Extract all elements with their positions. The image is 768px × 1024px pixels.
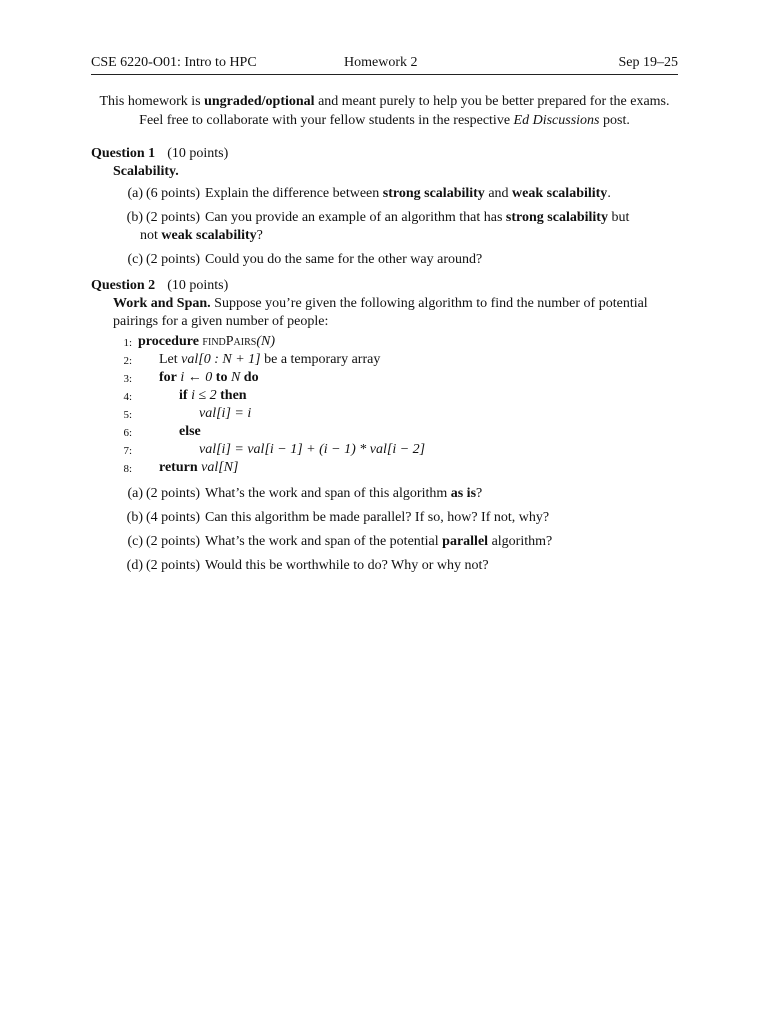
keyword: do [243,370,259,385]
algorithm-line [112,333,681,351]
item-term: parallel [442,534,489,549]
keyword: then [220,388,247,403]
item-text: ? [476,486,483,501]
question-item [118,509,681,527]
item-text: Can you provide an example of an algorithm that has [205,210,506,225]
math-expr: i ← 0 [176,370,216,385]
question-subtitle: Scalability. [113,164,179,179]
question-2 [91,277,681,581]
question-item [118,533,681,551]
item-points: (2 points) [146,558,201,573]
question-subtitle [113,295,681,331]
item-points: (2 points) [146,210,201,225]
math-expr: val[i] = i [199,406,252,421]
intro-text: This homework is [99,94,205,109]
intro-emphasis: ungraded/optional [204,94,315,109]
keyword: else [179,424,201,439]
line-number: 6: [123,427,132,439]
item-label: (a) [127,186,143,201]
item-label: (a) [127,486,143,501]
item-label: (c) [127,534,143,549]
algorithm-line [112,387,681,405]
question-item [118,251,681,269]
item-text: Can this algorithm be made parallel? If so, how? If not, why? [205,510,550,525]
question-1 [91,145,681,275]
algorithm-line [112,441,681,459]
intro-paragraph [91,92,678,130]
item-label: (d) [126,558,143,573]
question-label: Question 2 [91,278,156,293]
keyword: to [215,370,228,385]
algorithm-line [112,459,681,477]
question-label: Question 1 [91,146,156,161]
keyword: return [159,460,198,475]
line-number: 4: [123,391,132,403]
item-text: What’s the work and span of this algorithm [205,486,451,501]
line-number: 8: [123,463,132,475]
math-expr: val[0 : N + 1] [181,352,261,367]
intro-text: and meant purely to help you be better prepared for the exams. Feel free to collaborate with your fellow students in the respective [139,94,670,128]
course-name: CSE 6220-O01: Intro to HPC [91,55,257,70]
math-expr: val[i] = val[i − 1] + (i − 1) * val[i − 2] [199,442,426,457]
algorithm-line [112,423,681,441]
line-number: 7: [123,445,132,457]
math-expr: val[N] [197,460,239,475]
item-text: but [607,210,630,225]
item-term: weak scalability [161,228,257,243]
subtitle-text: Suppose you’re given the following algorithm to find the number of potential pairings for a given number of people: [113,296,648,329]
procedure-name: findPairs [202,334,257,349]
item-text: . [607,186,611,201]
item-label: (b) [126,210,143,225]
item-points: (6 points) [146,186,201,201]
keyword: for [159,370,177,385]
item-points: (2 points) [146,252,201,267]
algorithm-line [112,405,681,423]
line-number: 5: [123,409,132,421]
line-number: 2: [123,355,132,367]
algorithm-line [112,351,681,369]
document-title: Homework 2 [344,55,418,70]
item-text: not [140,228,162,243]
item-term: weak scalability [512,186,608,201]
item-label: (b) [126,510,143,525]
item-label: (c) [127,252,143,267]
intro-ed-discussions: Ed Discussions [513,113,600,128]
algorithm-block [112,333,681,477]
question-item [118,485,681,503]
item-text: Could you do the same for the other way around? [205,252,483,267]
item-points: (2 points) [146,534,201,549]
algorithm-line [112,369,681,387]
line-number: 1: [123,337,132,349]
item-points: (4 points) [146,510,201,525]
math-expr: (N) [256,334,275,349]
subtitle-heading: Work and Span. [113,296,211,311]
item-text: Would this be worthwhile to do? Why or why not? [205,558,489,573]
date-range: Sep 19–25 [618,55,678,70]
math-expr: i ≤ 2 [187,388,221,403]
question-item [118,557,681,575]
code-text: Let [159,352,182,367]
item-text: Explain the difference between [205,186,383,201]
question-points: (10 points) [167,278,229,293]
math-expr: N [227,370,244,385]
item-text: algorithm? [488,534,553,549]
question-points: (10 points) [167,146,229,161]
item-text: What’s the work and span of the potential [205,534,443,549]
item-term: as is [450,486,477,501]
page-header [91,54,678,75]
item-text: ? [256,228,263,243]
item-points: (2 points) [146,486,201,501]
keyword: if [179,388,188,403]
code-text: be a temporary array [260,352,381,367]
question-item [118,185,681,203]
item-term: strong scalability [382,186,485,201]
question-item [118,209,681,245]
keyword: procedure [138,334,199,349]
intro-text: post. [599,113,630,128]
item-term: strong scalability [505,210,608,225]
line-number: 3: [123,373,132,385]
item-text: and [484,186,513,201]
